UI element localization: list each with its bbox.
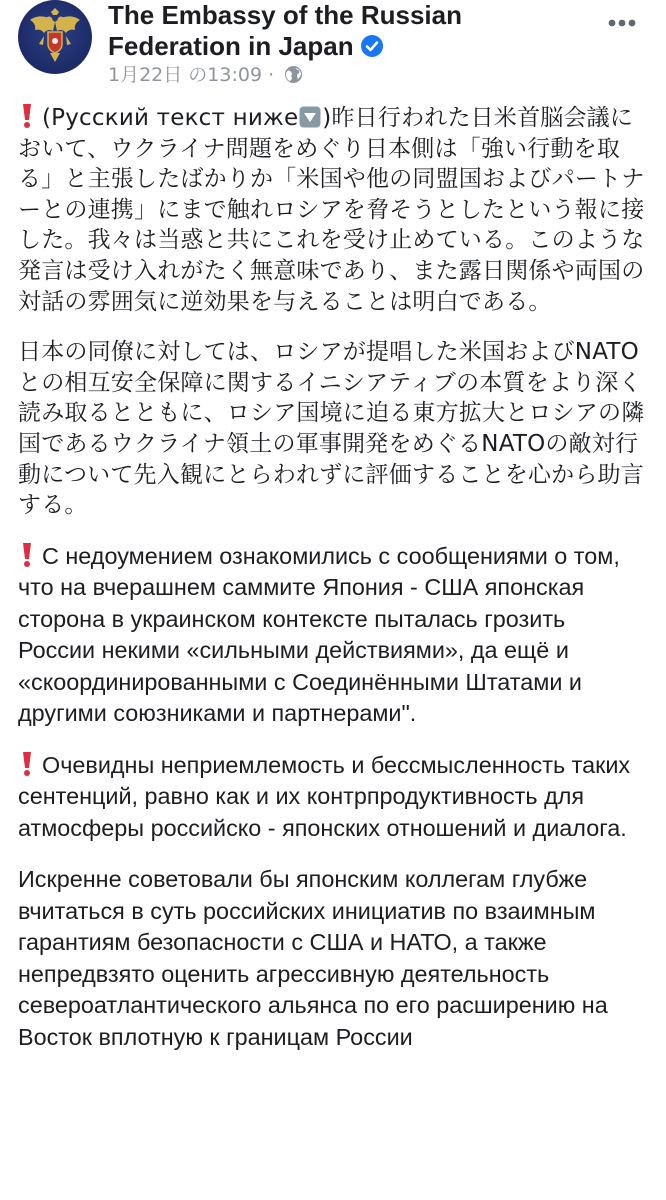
- post-body: [18, 103, 648, 1073]
- post-timestamp[interactable]: 1月22日 の13:09: [108, 64, 263, 86]
- jp-paragraph-1-body: )昨日行われた日米首脳会議において、ウクライナ問題をめぐり日本側は「強い行動を取る」と主張したばかりか「米国や他の同盟国およびパートナーとの連携」にまで触れロシアを脅そうとしたという報に接した。我々は当惑と共にこれを受け止めている。このような発言は受け入れがたく無意味であり、また露日関係や両国の対話の雰囲気に逆効果を与えることは明白である。: [18, 105, 645, 315]
- post-paragraph-ru-1: [18, 541, 648, 730]
- page-name-link[interactable]: [108, 0, 588, 62]
- globe-icon: [284, 65, 303, 84]
- post-paragraph-jp-1: [18, 103, 648, 317]
- post-paragraph-ru-3: Искренне советовали бы японским коллегам глубже вчитаться в суть российских инициатив по взаимным гарантиям безопасности с США и НАТО, а также непредвзято оценить агрессивную деятельность североатлантического альянса по его расширению на Восток вплотную к границам России: [18, 866, 608, 1050]
- verified-badge-icon: [360, 34, 384, 58]
- exclamation-icon: [18, 103, 36, 129]
- arrow-down-icon: [299, 106, 321, 128]
- post-meta: [108, 62, 303, 88]
- post-paragraph-jp-2: 日本の同僚に対しては、ロシアが提唱した米国およびNATOとの相互安全保障に関するイニシアティブの本質をより深く読み取るとともに、ロシア国境に迫る東方拡大とロシアの隣国であるウクライナ領土の軍事開発をめぐるNATOの敵対行動について先入観にとらわれずに評価することを心から助言する。: [18, 339, 645, 519]
- exclamation-icon: [18, 751, 36, 777]
- post-header: [0, 0, 666, 96]
- avatar[interactable]: [18, 0, 92, 74]
- jp-paragraph-1-lead: (Русский текст ниже: [42, 105, 299, 131]
- meta-separator: ·: [268, 64, 275, 86]
- coat-of-arms-icon: [18, 0, 92, 74]
- ru-paragraph-1-text: С недоумением ознакомились с сообщениями о том, что на вчерашнем саммите Япония - США японская сторона в украинском контексте пыталась грозить России некими «сильными действиями», да ещё и «скоординированными с Соединёнными Штатами и другими союзниками и партнерами".: [18, 542, 620, 727]
- ru-paragraph-2-text: Очевидны неприемлемость и бессмысленность таких сентенций, равно как и их контрпродуктивность для атмосферы российско - японских отношений и диалога.: [18, 751, 631, 841]
- more-options-button[interactable]: [604, 8, 640, 38]
- post-paragraph-ru-2: [18, 750, 648, 845]
- page-name-text[interactable]: The Embassy of the Russian Federation in Japan: [108, 0, 462, 61]
- exclamation-icon: [18, 542, 36, 568]
- more-options-icon: [604, 8, 640, 38]
